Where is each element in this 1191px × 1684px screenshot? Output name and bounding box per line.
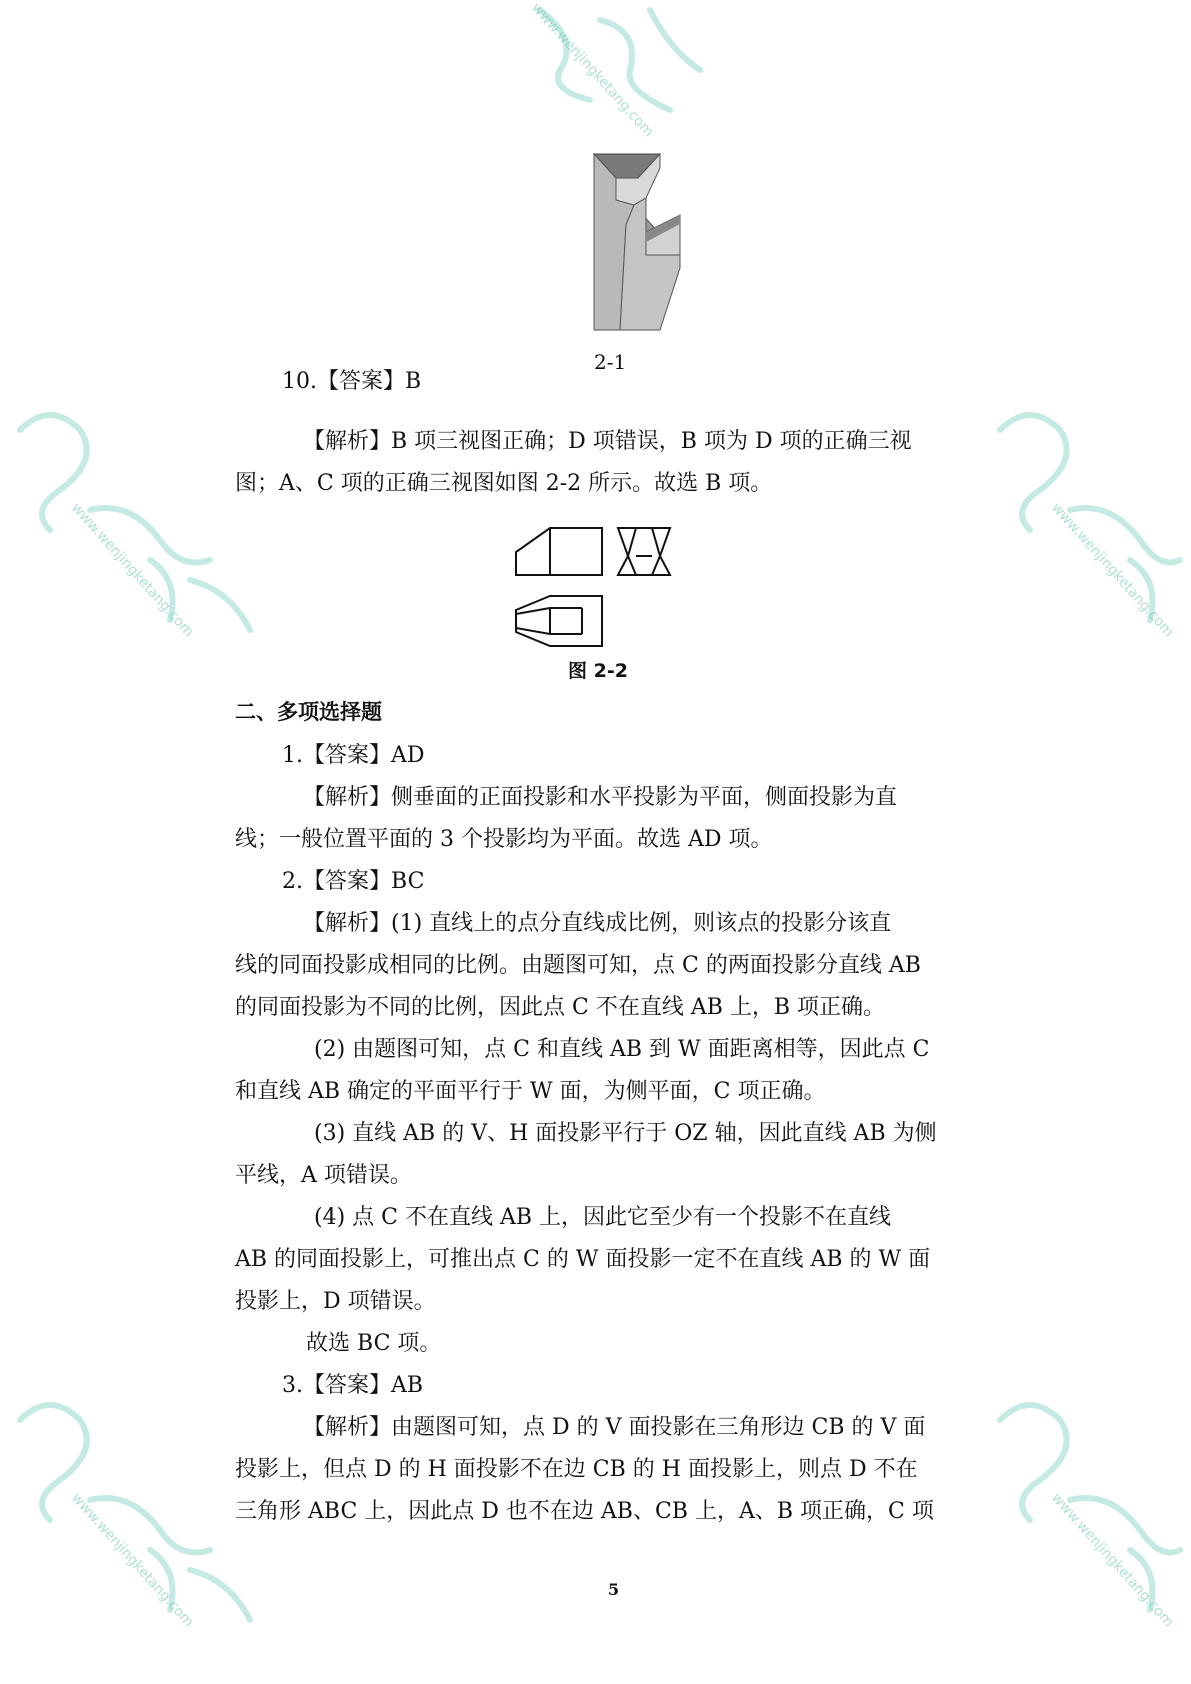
- figure-2-2-caption: 图 2-2: [568, 660, 628, 682]
- watermark-logo-right-mid: [980, 390, 1191, 670]
- watermark-url-right-bottom: www.wenjingketang.com: [1048, 1490, 1177, 1631]
- m2-p2-line2: 和直线 AB 确定的平面平行于 W 面，为侧平面，C 项正确。: [235, 1079, 826, 1104]
- m2-p1-line3: 的同面投影为不同的比例，因此点 C 不在直线 AB 上，B 项正确。: [235, 995, 886, 1020]
- m2-p3-line2: 平线，A 项错误。: [235, 1163, 412, 1188]
- m3-answer: 3.【答案】AB: [282, 1373, 424, 1398]
- watermark-url-left-mid: www.wenjingketang.com: [68, 500, 197, 641]
- m2-answer: 2.【答案】BC: [282, 869, 425, 894]
- q10-analysis-line1: 【解析】B 项三视图正确；D 项错误，B 项为 D 项的正确三视: [303, 429, 912, 454]
- m1-answer: 1.【答案】AD: [282, 743, 425, 768]
- m3-analysis-line2: 投影上，但点 D 的 H 面投影不在边 CB 的 H 面投影上，则点 D 不在: [235, 1457, 918, 1482]
- watermark-logo-left-mid: [0, 390, 280, 670]
- m2-p4-line3: 投影上，D 项错误。: [235, 1289, 436, 1314]
- m3-analysis-line1: 【解析】由题图可知，点 D 的 V 面投影在三角形边 CB 的 V 面: [303, 1415, 926, 1440]
- watermark-url-right-mid: www.wenjingketang.com: [1048, 500, 1177, 641]
- m3-analysis-line3: 三角形 ABC 上，因此点 D 也不在边 AB、CB 上，A、B 项正确，C 项: [235, 1499, 934, 1524]
- m2-p4-line1: (4) 点 C 不在直线 AB 上，因此它至少有一个投影不在直线: [314, 1205, 892, 1230]
- watermark-logo-right-bottom: [980, 1380, 1191, 1670]
- m1-analysis-line2: 线；一般位置平面的 3 个投影均为平面。故选 AD 项。: [235, 827, 773, 852]
- figure-2-1-caption: 2-1: [594, 350, 627, 374]
- cutoff-answer-line: 10.【答案】B: [282, 369, 422, 394]
- m1-analysis-line1: 【解析】侧垂面的正面投影和水平投影为平面，侧面投影为直: [303, 785, 898, 810]
- m2-p3-line1: (3) 直线 AB 的 V、H 面投影平行于 OZ 轴，因此直线 AB 为侧: [314, 1121, 937, 1146]
- m2-p1-line2: 线的同面投影成相同的比例。由题图可知，点 C 的两面投影分直线 AB: [235, 953, 921, 978]
- m2-conclusion: 故选 BC 项。: [306, 1331, 442, 1356]
- watermark-logo-top: [520, 0, 720, 130]
- figure-2-1-solid: [590, 150, 700, 330]
- q10-analysis-line2: 图；A、C 项的正确三视图如图 2-2 所示。故选 B 项。: [235, 471, 773, 496]
- m2-p2-line1: (2) 由题图可知，点 C 和直线 AB 到 W 面距离相等，因此点 C: [314, 1037, 930, 1062]
- section-title-multiple-choice: 二、多项选择题: [235, 700, 382, 724]
- page-number: 5: [608, 1580, 620, 1599]
- watermark-url-top: www.wenjingketang.com: [528, 0, 657, 141]
- m2-p1-line1: 【解析】(1) 直线上的点分直线成比例，则该点的投影分该直: [303, 911, 892, 936]
- watermark-url-left-bottom: www.wenjingketang.com: [68, 1490, 197, 1631]
- figure-2-2-three-views: [510, 518, 680, 650]
- m2-p4-line2: AB 的同面投影上，可推出点 C 的 W 面投影一定不在直线 AB 的 W 面: [235, 1247, 931, 1272]
